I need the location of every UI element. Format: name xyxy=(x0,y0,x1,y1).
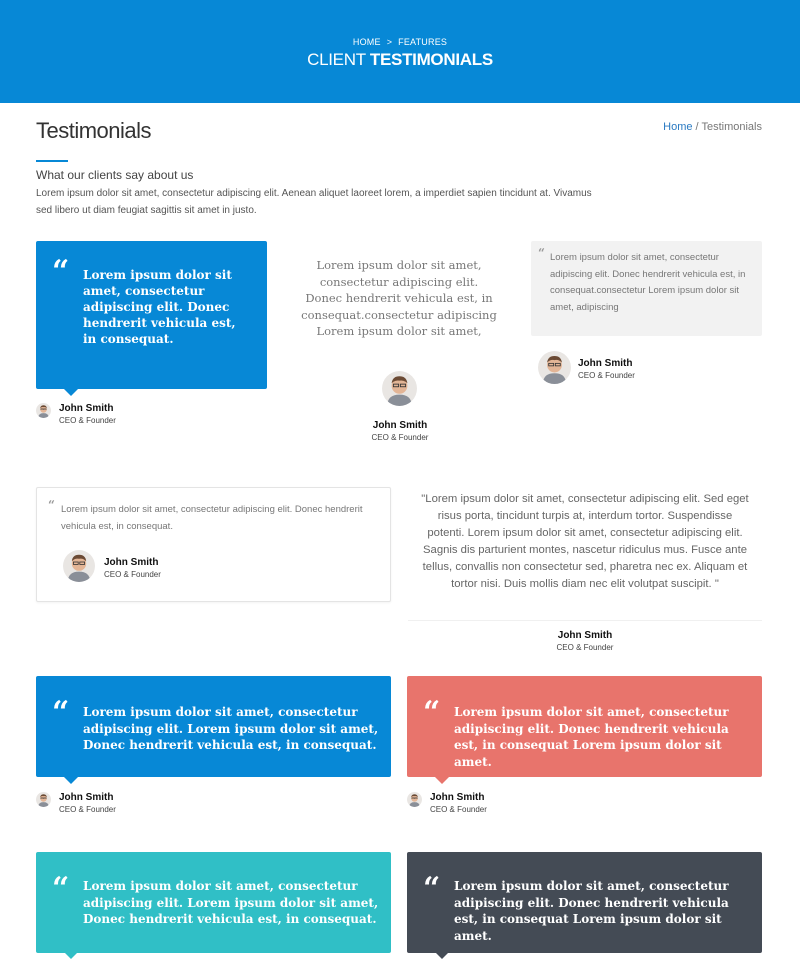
header-title xyxy=(0,50,800,70)
avatar xyxy=(407,792,422,807)
author-role: CEO & Founder xyxy=(371,433,429,442)
avatar xyxy=(382,371,417,406)
testimonial-card-outlined xyxy=(36,487,391,602)
testimonial-text: Lorem ipsum dolor sit amet, consectetur adipiscing elit. Donec hendrerit vehicula est, in consequat. xyxy=(83,268,236,346)
testimonial-text: Lorem ipsum dolor sit amet, consectetur adipiscing elit. Donec hendrerit vehicula est, in consequat Lorem ipsum dolor sit amet. xyxy=(454,879,729,943)
testimonial-author xyxy=(525,630,645,652)
card-pointer xyxy=(435,952,449,959)
breadcrumb-home-link[interactable]: Home xyxy=(663,121,693,133)
breadcrumb-separator: / xyxy=(695,121,699,133)
testimonial-author xyxy=(430,792,487,814)
testimonial-text-long: "Lorem ipsum dolor sit amet, consectetur adipiscing elit. Sed eget risus porta, tincidunt turpis at, interdum tortor. Suspendisse potenti. Lorem ipsum dolor sit amet, consectetur adipiscing elit. Sagnis dis parturient montes, nascetur ridiculus mus. Fusce ante tellus, convallis non consectetur sed, pharetra nec ex. Aliquam et tortor nisi. Duis mollis diam nec elit volutpat suscipit. " xyxy=(421,493,749,590)
testimonial-text: Lorem ipsum dolor sit amet, consectetur adipiscing elit. Lorem ipsum dolor sit amet, Donec hendrerit vehicula est, in consequat. xyxy=(83,705,379,752)
author-name: John Smith xyxy=(578,358,633,369)
testimonial-card-coral xyxy=(407,676,762,777)
page-header-banner xyxy=(0,0,800,103)
quote-icon: “ xyxy=(423,871,441,906)
testimonial-text: Lorem ipsum dolor sit amet, consectetur adipiscing elit. Donec hendrerit vehicula est, in consequat.consectetur Lorem ipsum dolor sit amet, adipiscing xyxy=(550,252,746,313)
testimonial-card-blue xyxy=(36,676,391,777)
author-name: John Smith xyxy=(59,792,114,803)
author-name: John Smith xyxy=(557,630,613,641)
card-pointer xyxy=(64,389,78,396)
avatar xyxy=(538,351,571,384)
testimonial-card-blue xyxy=(36,241,267,389)
avatar xyxy=(63,550,95,582)
quote-icon: “ xyxy=(52,871,70,906)
testimonial-text: Lorem ipsum dolor sit amet, consectetur adipiscing elit. Donec hendrerit vehicula est, in consequat Lorem ipsum dolor sit amet. xyxy=(454,705,729,769)
author-role: CEO & Founder xyxy=(556,643,614,652)
page-title: Testimonials xyxy=(36,118,152,143)
testimonial-card-grey xyxy=(531,241,762,336)
quote-icon: “ xyxy=(538,246,545,260)
testimonial-text: Lorem ipsum dolor sit amet, consectetur adipiscing elit. Lorem ipsum dolor sit amet, Donec hendrerit vehicula est, in consequat. xyxy=(83,879,379,926)
testimonial-author xyxy=(578,358,635,380)
avatar xyxy=(36,792,51,807)
header-crumb-current: FEATURES xyxy=(398,37,448,47)
header-title-light: CLIENT xyxy=(307,50,370,69)
avatar xyxy=(36,403,51,418)
author-role: CEO & Founder xyxy=(430,805,487,814)
author-name: John Smith xyxy=(372,420,428,431)
card-pointer xyxy=(64,777,78,784)
testimonial-author xyxy=(59,403,116,425)
author-role: CEO & Founder xyxy=(578,371,635,380)
quote-icon: “ xyxy=(52,254,70,289)
quote-icon: “ xyxy=(423,695,441,730)
author-name: John Smith xyxy=(430,792,485,803)
breadcrumb-current: Testimonials xyxy=(701,121,762,133)
testimonial-divider xyxy=(408,620,762,621)
testimonial-author xyxy=(59,792,116,814)
testimonial-author xyxy=(104,557,161,579)
author-name: John Smith xyxy=(104,557,159,568)
quote-icon: “ xyxy=(48,498,55,512)
testimonial-text: Lorem ipsum dolor sit amet, consectetur adipiscing elit. Donec hendrerit vehicula est, in consequat. xyxy=(61,504,363,532)
testimonial-card-slate xyxy=(407,852,762,953)
section-subheading: What our clients say about us xyxy=(36,168,194,182)
testimonial-card-teal xyxy=(36,852,391,953)
author-role: CEO & Founder xyxy=(104,570,161,579)
quote-icon: “ xyxy=(52,695,70,730)
header-crumb-home[interactable]: HOME xyxy=(352,37,381,47)
author-role: CEO & Founder xyxy=(59,416,116,425)
testimonial-author xyxy=(340,420,460,442)
card-pointer xyxy=(64,952,78,959)
header-crumb-separator: > xyxy=(386,37,393,47)
testimonial-text-plain: Lorem ipsum dolor sit amet, consectetur adipiscing elit. Donec hendrerit vehicula est, in consequat.consectetur adipiscing Lorem ipsum dolor sit amet, xyxy=(301,258,497,338)
author-name: John Smith xyxy=(59,403,114,414)
card-pointer xyxy=(435,777,449,784)
breadcrumb xyxy=(663,121,762,133)
title-divider xyxy=(36,160,68,162)
section-intro-text: Lorem ipsum dolor sit amet, consectetur adipiscing elit. Aenean aliquet laoreet lorem, a imperdiet sapien tincidunt at. Vivamus sed libero ut diam feugiat sagittis sit amet in justo. xyxy=(36,188,592,216)
author-role: CEO & Founder xyxy=(59,805,116,814)
header-title-bold: TESTIMONIALS xyxy=(369,50,493,69)
header-breadcrumb xyxy=(0,37,800,47)
